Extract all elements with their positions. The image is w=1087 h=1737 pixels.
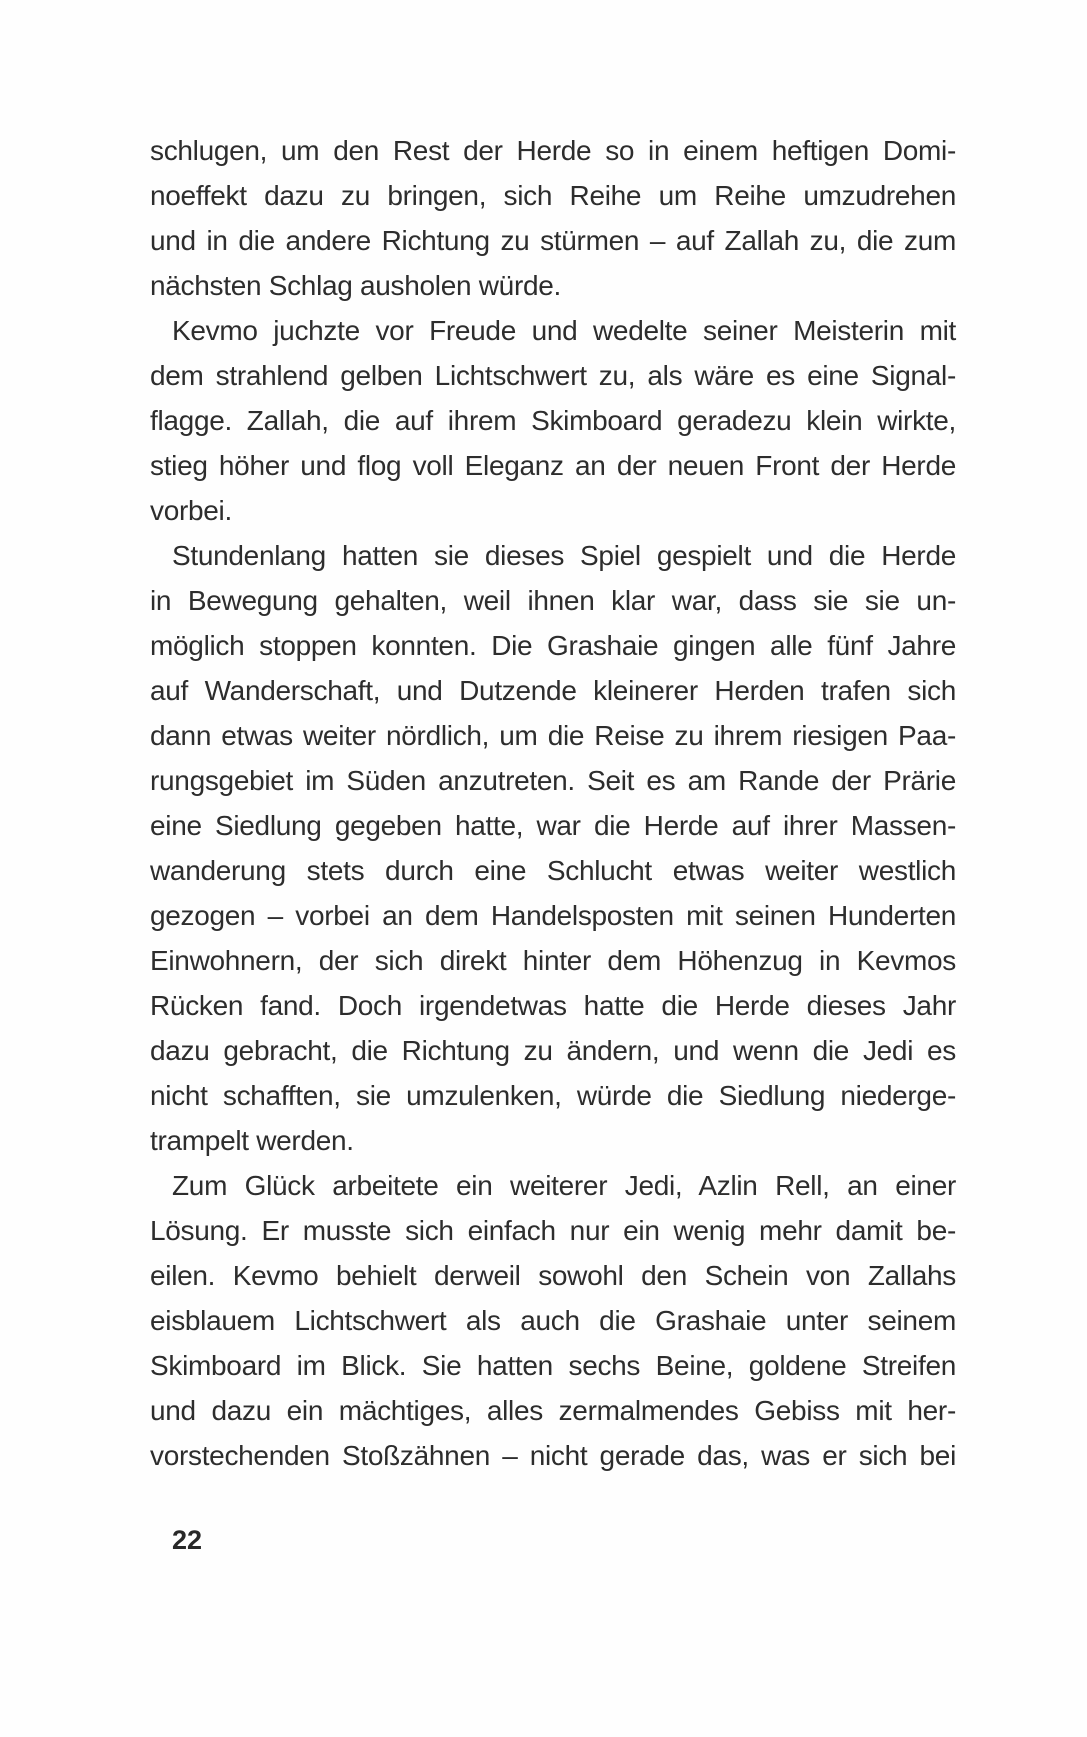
- text-line: dann etwas weiter nördlich, um die Reise zu ihrem riesigen Paa-: [150, 720, 956, 751]
- text-line: dazu gebracht, die Richtung zu ändern, und wenn die Jedi es: [150, 1035, 956, 1066]
- text-line: dem strahlend gelben Lichtschwert zu, als wäre es eine Signal-: [150, 360, 956, 391]
- text-line: Zum Glück arbeitete ein weiterer Jedi, Azlin Rell, an einer: [172, 1170, 956, 1201]
- text-line: und dazu ein mächtiges, alles zermalmendes Gebiss mit her-: [150, 1395, 956, 1426]
- text-line: rungsgebiet im Süden anzutreten. Seit es am Rande der Prärie: [150, 765, 956, 796]
- text-line: schlugen, um den Rest der Herde so in einem heftigen Domi-: [150, 135, 956, 166]
- text-line: in Bewegung gehalten, weil ihnen klar war, dass sie sie un-: [150, 585, 956, 616]
- text-line: flagge. Zallah, die auf ihrem Skimboard geradezu klein wirkte,: [150, 405, 956, 436]
- text-line: Stundenlang hatten sie dieses Spiel gespielt und die Herde: [172, 540, 956, 571]
- text-line: eilen. Kevmo behielt derweil sowohl den Schein von Zallahs: [150, 1260, 956, 1291]
- page-number: 22: [172, 1525, 203, 1555]
- text-line: wanderung stets durch eine Schlucht etwas weiter westlich: [150, 855, 956, 886]
- text-line: auf Wanderschaft, und Dutzende kleinerer Herden trafen sich: [150, 675, 956, 706]
- text-line: Einwohnern, der sich direkt hinter dem Höhenzug in Kevmos: [150, 945, 956, 976]
- text-line: gezogen – vorbei an dem Handelsposten mit seinen Hunderten: [150, 900, 956, 931]
- text-line: nicht schafften, sie umzulenken, würde die Siedlung niederge-: [150, 1080, 956, 1111]
- body-text: [150, 128, 956, 1478]
- text-line: noeffekt dazu zu bringen, sich Reihe um Reihe umzudrehen: [150, 180, 956, 211]
- text-line: vorbei.: [150, 495, 232, 526]
- text-line: möglich stoppen konnten. Die Grashaie gingen alle fünf Jahre: [150, 630, 956, 661]
- text-line: Lösung. Er musste sich einfach nur ein wenig mehr damit be-: [150, 1215, 956, 1246]
- text-line: eisblauem Lichtschwert als auch die Grashaie unter seinem: [150, 1305, 956, 1336]
- text-line: nächsten Schlag ausholen würde.: [150, 270, 561, 301]
- text-line: und in die andere Richtung zu stürmen – auf Zallah zu, die zum: [150, 225, 956, 256]
- text-line: eine Siedlung gegeben hatte, war die Herde auf ihrer Massen-: [150, 810, 956, 841]
- paragraph: [150, 128, 956, 308]
- paragraph: [150, 533, 956, 1163]
- text-line: Kevmo juchzte vor Freude und wedelte seiner Meisterin mit: [172, 315, 956, 346]
- paragraph: [150, 308, 956, 533]
- text-line: stieg höher und flog voll Eleganz an der neuen Front der Herde: [150, 450, 956, 481]
- text-line: vorstechenden Stoßzähnen – nicht gerade das, was er sich bei: [150, 1440, 956, 1471]
- text-line: Rücken fand. Doch irgendetwas hatte die Herde dieses Jahr: [150, 990, 956, 1021]
- text-line: trampelt werden.: [150, 1125, 354, 1156]
- text-line: Skimboard im Blick. Sie hatten sechs Beine, goldene Streifen: [150, 1350, 956, 1381]
- paragraph: [150, 1163, 956, 1478]
